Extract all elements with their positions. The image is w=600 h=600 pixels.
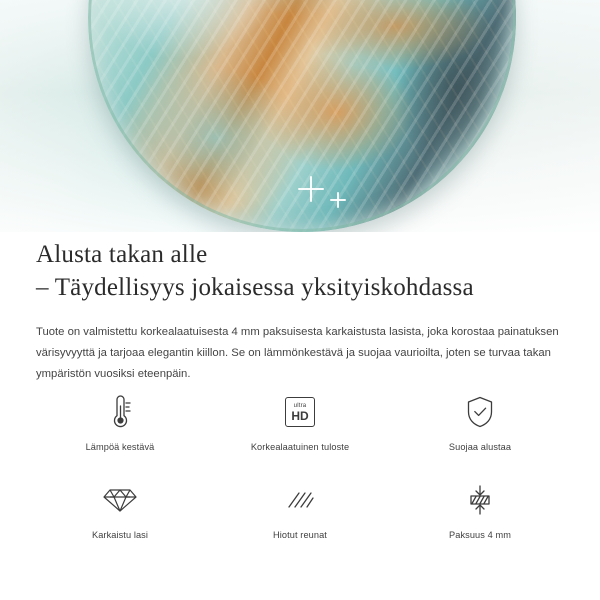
hero-image [0,0,600,232]
thermometer-icon [103,392,137,432]
page-title [36,238,570,304]
title-line-1: Alusta takan alle [36,241,208,268]
feature-label: Karkaistu lasi [91,530,149,540]
title-line-2: – Täydellisyys jokaisessa yksityiskohdassa [36,274,474,301]
feature-label: Korkealaatuinen tuloste [250,442,350,452]
feature-label: Suojaa alustaa [448,442,512,452]
text-block [36,238,570,385]
diamond-icon [102,480,138,520]
polished-edges-icon [283,480,317,520]
feature-item-polished-edges [210,480,390,552]
feature-item-high-quality-print [210,392,390,464]
round-glass-disc [88,0,516,232]
ultra-hd-badge-top: ultra [293,402,307,409]
feature-label: Hiotut reunat [273,530,327,540]
feature-item-protects-surface [390,392,570,464]
description-paragraph: Tuote on valmistettu korkealaatuisesta 4 mm paksuisesta karkaistusta lasista, joka korostaa painatuksen värisyvyyttä ja tarjoaa elegantin kiillon. Se on lämmönkestävä ja suojaa vaurioilta, joten se turvaa takan ympäristön vuosiksi eteenpäin. [36,326,559,380]
shield-check-icon [463,392,497,432]
ultra-hd-badge-main: HD [291,408,309,423]
feature-grid [30,392,570,552]
ultra-hd-icon [285,392,315,432]
feature-label: Lämpöä kestävä [85,442,155,452]
feature-item-thickness [390,480,570,552]
thickness-arrows-icon [463,480,497,520]
feature-item-tempered-glass [30,480,210,552]
feature-item-heat-resistant [30,392,210,464]
feature-label: Paksuus 4 mm [449,530,511,540]
